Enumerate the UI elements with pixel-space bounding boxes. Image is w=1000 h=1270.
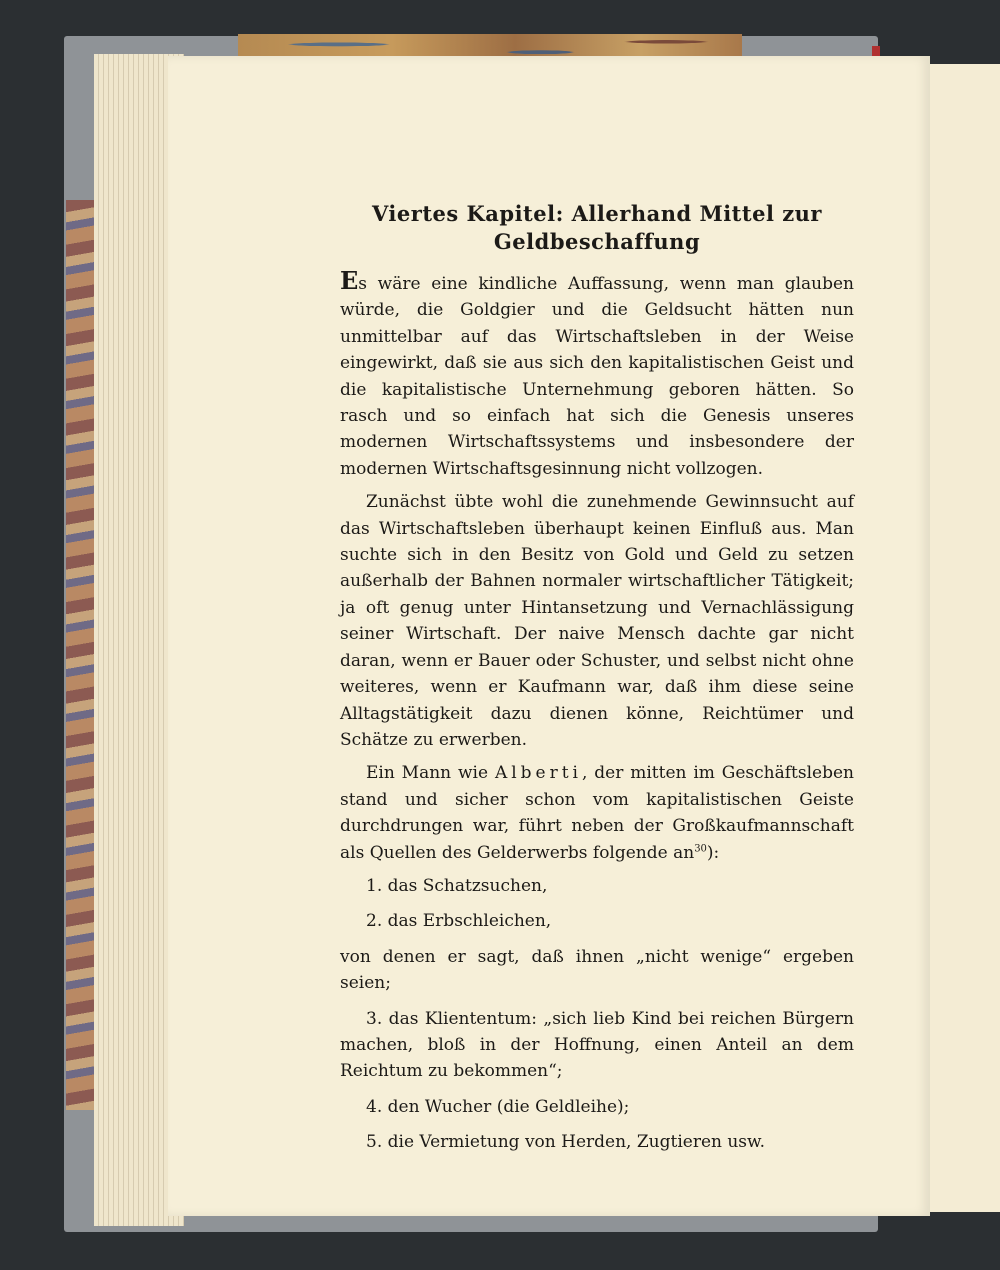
list-item-3: 3. das Kliententum: „sich lieb Kind bei reichen Bürgern machen, bloß in der Hoffnung, einen Anteil an dem Reichtum zu bekommen“; (340, 1008, 854, 1082)
page-text-block (340, 200, 854, 1165)
paragraph-3 (340, 760, 854, 866)
footnote-ref: 30 (694, 842, 707, 854)
paragraph-3-middle: , der mitten im Geschäftsleben stand und sicher schon vom kapitalistischen Geiste durchdrungen war, führt neben der Großkaufmannschaft als Quellen des Gelderwerbs folgende an (340, 763, 854, 863)
list-item-2: 2. das Erbschleichen, (366, 911, 552, 932)
paragraph-1 (340, 268, 854, 482)
initial-letter: E (340, 266, 359, 295)
list-item-1: 1. das Schatzsuchen, (366, 875, 548, 896)
paragraph-1-text: s wäre eine kindliche Auffassung, wenn man glauben würde, die Goldgier und die Geldsucht hätten nun unmittelbar auf das Wirtschaftsleben in der Weise eingewirkt, daß sie aus sich den kapitalistischen Geist und die kapitalistische Unternehmung geboren hätten. So rasch und so einfach hat sich die Genesis unseres modernen Wirtschaftssystems und insbesondere der modernen Wirtschaftsgesinnung nicht vollzogen. (340, 274, 854, 479)
paragraph-2: Zunächst übte wohl die zunehmende Gewinnsucht auf das Wirtschaftsleben überhaupt keinen Einfluß aus. Man suchte sich in den Besitz von Gold und Geld zu setzen außerhalb der Bahnen normaler wirtschaftlicher Tätigkeit; ja oft genug unter Hintansetzung und Vernachlässigung seiner Wirtschaft. Der naive Mensch dachte gar nicht daran, wenn er Bauer oder Schuster, und selbst nicht ohne weiteres, wenn er Kaufmann war, daß ihm diese seine Alltagstätigkeit dazu dienen könne, Reichtümer und Schätze zu erwerben. (340, 492, 854, 750)
paragraph-3-end: ): (706, 842, 720, 863)
next-page-edge (928, 64, 1000, 1212)
marbled-endpaper-side (66, 200, 96, 1110)
list-item-4: 4. den Wucher (die Geldleihe); (366, 1096, 630, 1117)
paragraph-3-start: Ein Mann wie (366, 763, 495, 784)
name-alberti: Alberti (494, 763, 582, 784)
interjection-line: von denen er sagt, daß ihnen „nicht wenige“ ergeben seien; (340, 946, 854, 994)
list-item-5: 5. die Vermietung von Herden, Zugtieren usw. (366, 1132, 765, 1153)
chapter-heading: Viertes Kapitel: Allerhand Mittel zur Geldbeschaffung (372, 201, 822, 254)
